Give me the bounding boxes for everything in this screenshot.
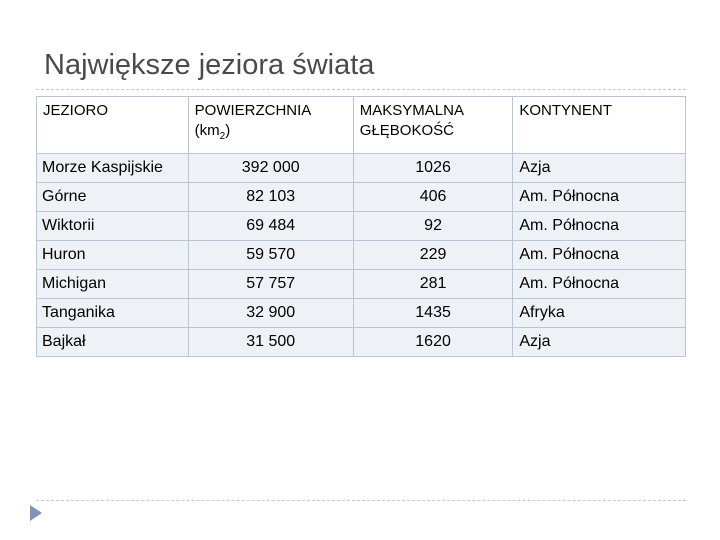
cell-depth: 92 bbox=[353, 212, 513, 241]
table-row bbox=[37, 328, 686, 357]
header-continent bbox=[513, 97, 686, 154]
cell-area: 392 000 bbox=[188, 154, 353, 183]
header-lake-label: JEZIORO bbox=[43, 102, 109, 119]
cell-lake: Bajkał bbox=[37, 328, 189, 357]
cell-depth: 1435 bbox=[353, 299, 513, 328]
cell-lake: Michigan bbox=[37, 270, 189, 299]
cell-continent: Azja bbox=[513, 154, 686, 183]
cell-lake: Wiktorii bbox=[37, 212, 189, 241]
table-header-row bbox=[37, 97, 686, 154]
header-area-unit-exponent: 2 bbox=[219, 131, 226, 142]
cell-area: 82 103 bbox=[188, 183, 353, 212]
header-area-unit-close: ) bbox=[225, 122, 231, 139]
title-divider bbox=[36, 89, 686, 90]
table-row bbox=[37, 154, 686, 183]
table-row bbox=[37, 299, 686, 328]
header-area-unit: (km bbox=[194, 122, 220, 139]
cell-continent: Azja bbox=[513, 328, 686, 357]
cell-continent: Am. Północna bbox=[513, 241, 686, 270]
slide-marker-icon bbox=[30, 505, 42, 521]
cell-continent: Afryka bbox=[513, 299, 686, 328]
lakes-table bbox=[36, 96, 686, 357]
header-depth bbox=[353, 97, 513, 154]
cell-depth: 229 bbox=[353, 241, 513, 270]
footer-divider bbox=[36, 500, 686, 501]
table-row bbox=[37, 241, 686, 270]
header-area bbox=[188, 97, 353, 154]
table-row bbox=[37, 270, 686, 299]
table-row bbox=[37, 183, 686, 212]
cell-continent: Am. Północna bbox=[513, 183, 686, 212]
cell-depth: 1620 bbox=[353, 328, 513, 357]
table-row bbox=[37, 212, 686, 241]
header-continent-label: KONTYNENT bbox=[519, 102, 612, 119]
slide-title: Największe jeziora świata bbox=[44, 49, 375, 81]
header-depth-label-2: GŁĘBOKOŚĆ bbox=[359, 122, 454, 139]
cell-lake: Tanganika bbox=[37, 299, 189, 328]
header-depth-label-1: MAKSYMALNA bbox=[359, 102, 464, 119]
cell-area: 59 570 bbox=[188, 241, 353, 270]
cell-depth: 406 bbox=[353, 183, 513, 212]
header-lake bbox=[37, 97, 189, 154]
cell-area: 57 757 bbox=[188, 270, 353, 299]
header-area-label: POWIERZCHNIA bbox=[194, 102, 312, 119]
cell-depth: 281 bbox=[353, 270, 513, 299]
cell-lake: Huron bbox=[37, 241, 189, 270]
cell-lake: Górne bbox=[37, 183, 189, 212]
cell-lake: Morze Kaspijskie bbox=[37, 154, 189, 183]
cell-area: 31 500 bbox=[188, 328, 353, 357]
cell-continent: Am. Północna bbox=[513, 270, 686, 299]
cell-continent: Am. Północna bbox=[513, 212, 686, 241]
cell-area: 69 484 bbox=[188, 212, 353, 241]
cell-depth: 1026 bbox=[353, 154, 513, 183]
cell-area: 32 900 bbox=[188, 299, 353, 328]
